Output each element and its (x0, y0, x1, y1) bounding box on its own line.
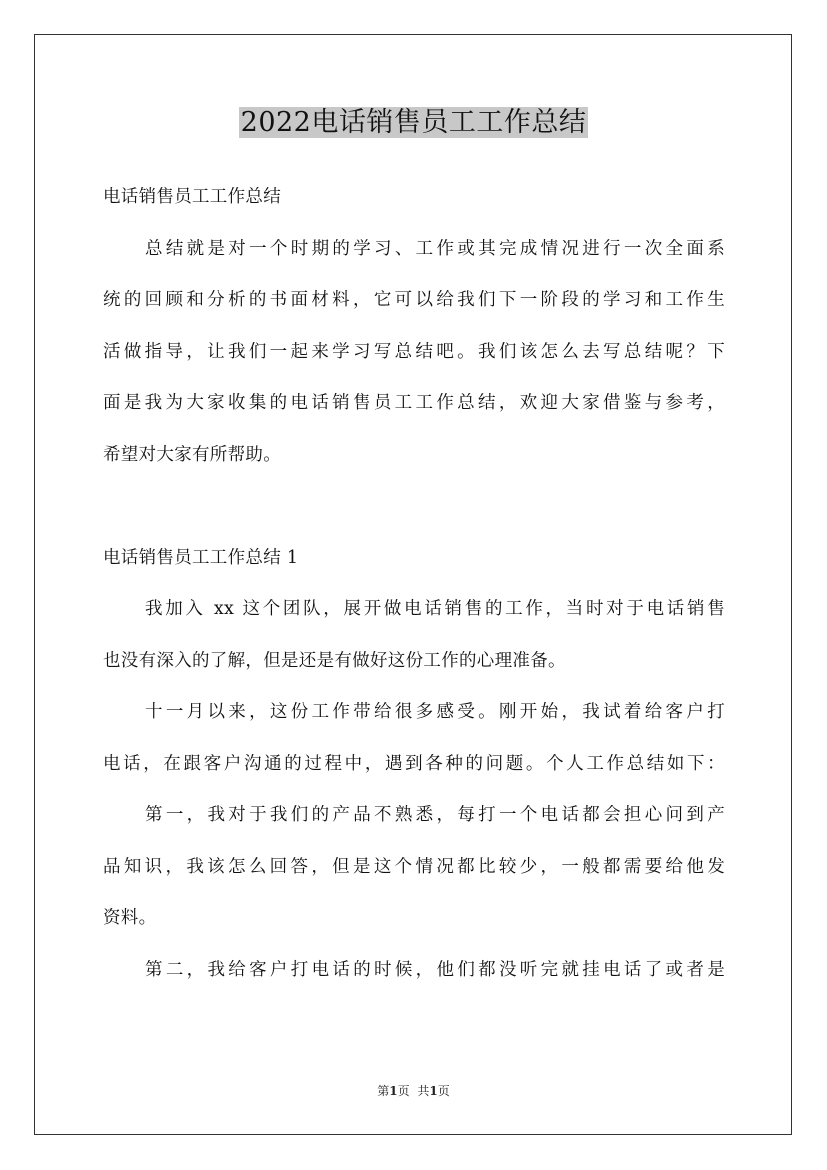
text-line: 总结就是对一个时期的学习、工作或其完成情况进行一次全面系 (145, 238, 725, 259)
total-label-suffix: 页 (437, 1084, 450, 1098)
text-line: 希望对大家有所帮助。 (103, 444, 281, 465)
text-line: 品知识，我该怎么回答，但是这个情况都比较少，一般都需要给他发 (103, 856, 725, 877)
text-line: 也没有深入的了解，但是还是有做好这份工作的心理准备。 (103, 650, 566, 671)
text-line: 统的回顾和分析的书面材料，它可以给我们下一阶段的学习和工作生 (103, 290, 725, 310)
text-line: 十一月以来，这份工作带给很多感受。刚开始，我试着给客户打 (145, 702, 725, 722)
text-line: 第二，我给客户打电话的时候，他们都没听完就挂电话了或者是 (145, 959, 725, 980)
text-line: 第一，我对于我们的产品不熟悉，每打一个电话都会担心问到产 (145, 805, 725, 825)
text-line: 资料。 (103, 908, 157, 928)
document-title (0, 103, 827, 143)
page-label-prefix: 第 (377, 1084, 390, 1098)
text-line: 面是我为大家收集的电话销售员工工作总结，欢迎大家借鉴与参考， (103, 393, 725, 413)
text-line: 电话销售员工工作总结 1 (103, 547, 299, 568)
text-line: 活做指导，让我们一起来学习写总结吧。我们该怎么去写总结呢？下 (103, 341, 725, 362)
total-label-prefix: 共 (417, 1084, 430, 1098)
page-number: 1 (389, 1084, 398, 1098)
page-footer (0, 1083, 827, 1099)
text-line: 电话，在跟客户沟通的过程中，遇到各种的问题。个人工作总结如下： (103, 753, 725, 774)
total-pages: 1 (429, 1084, 438, 1098)
page-label-suffix: 页 (397, 1084, 410, 1098)
text-line: 我加入 xx 这个团队，展开做电话销售的工作，当时对于电话销售 (145, 599, 725, 619)
blank-line (103, 481, 725, 533)
text-line: 电话销售员工工作总结 (103, 187, 281, 207)
document-body (103, 172, 725, 996)
document-title-text: 2022电话销售员工工作总结 (240, 107, 587, 138)
